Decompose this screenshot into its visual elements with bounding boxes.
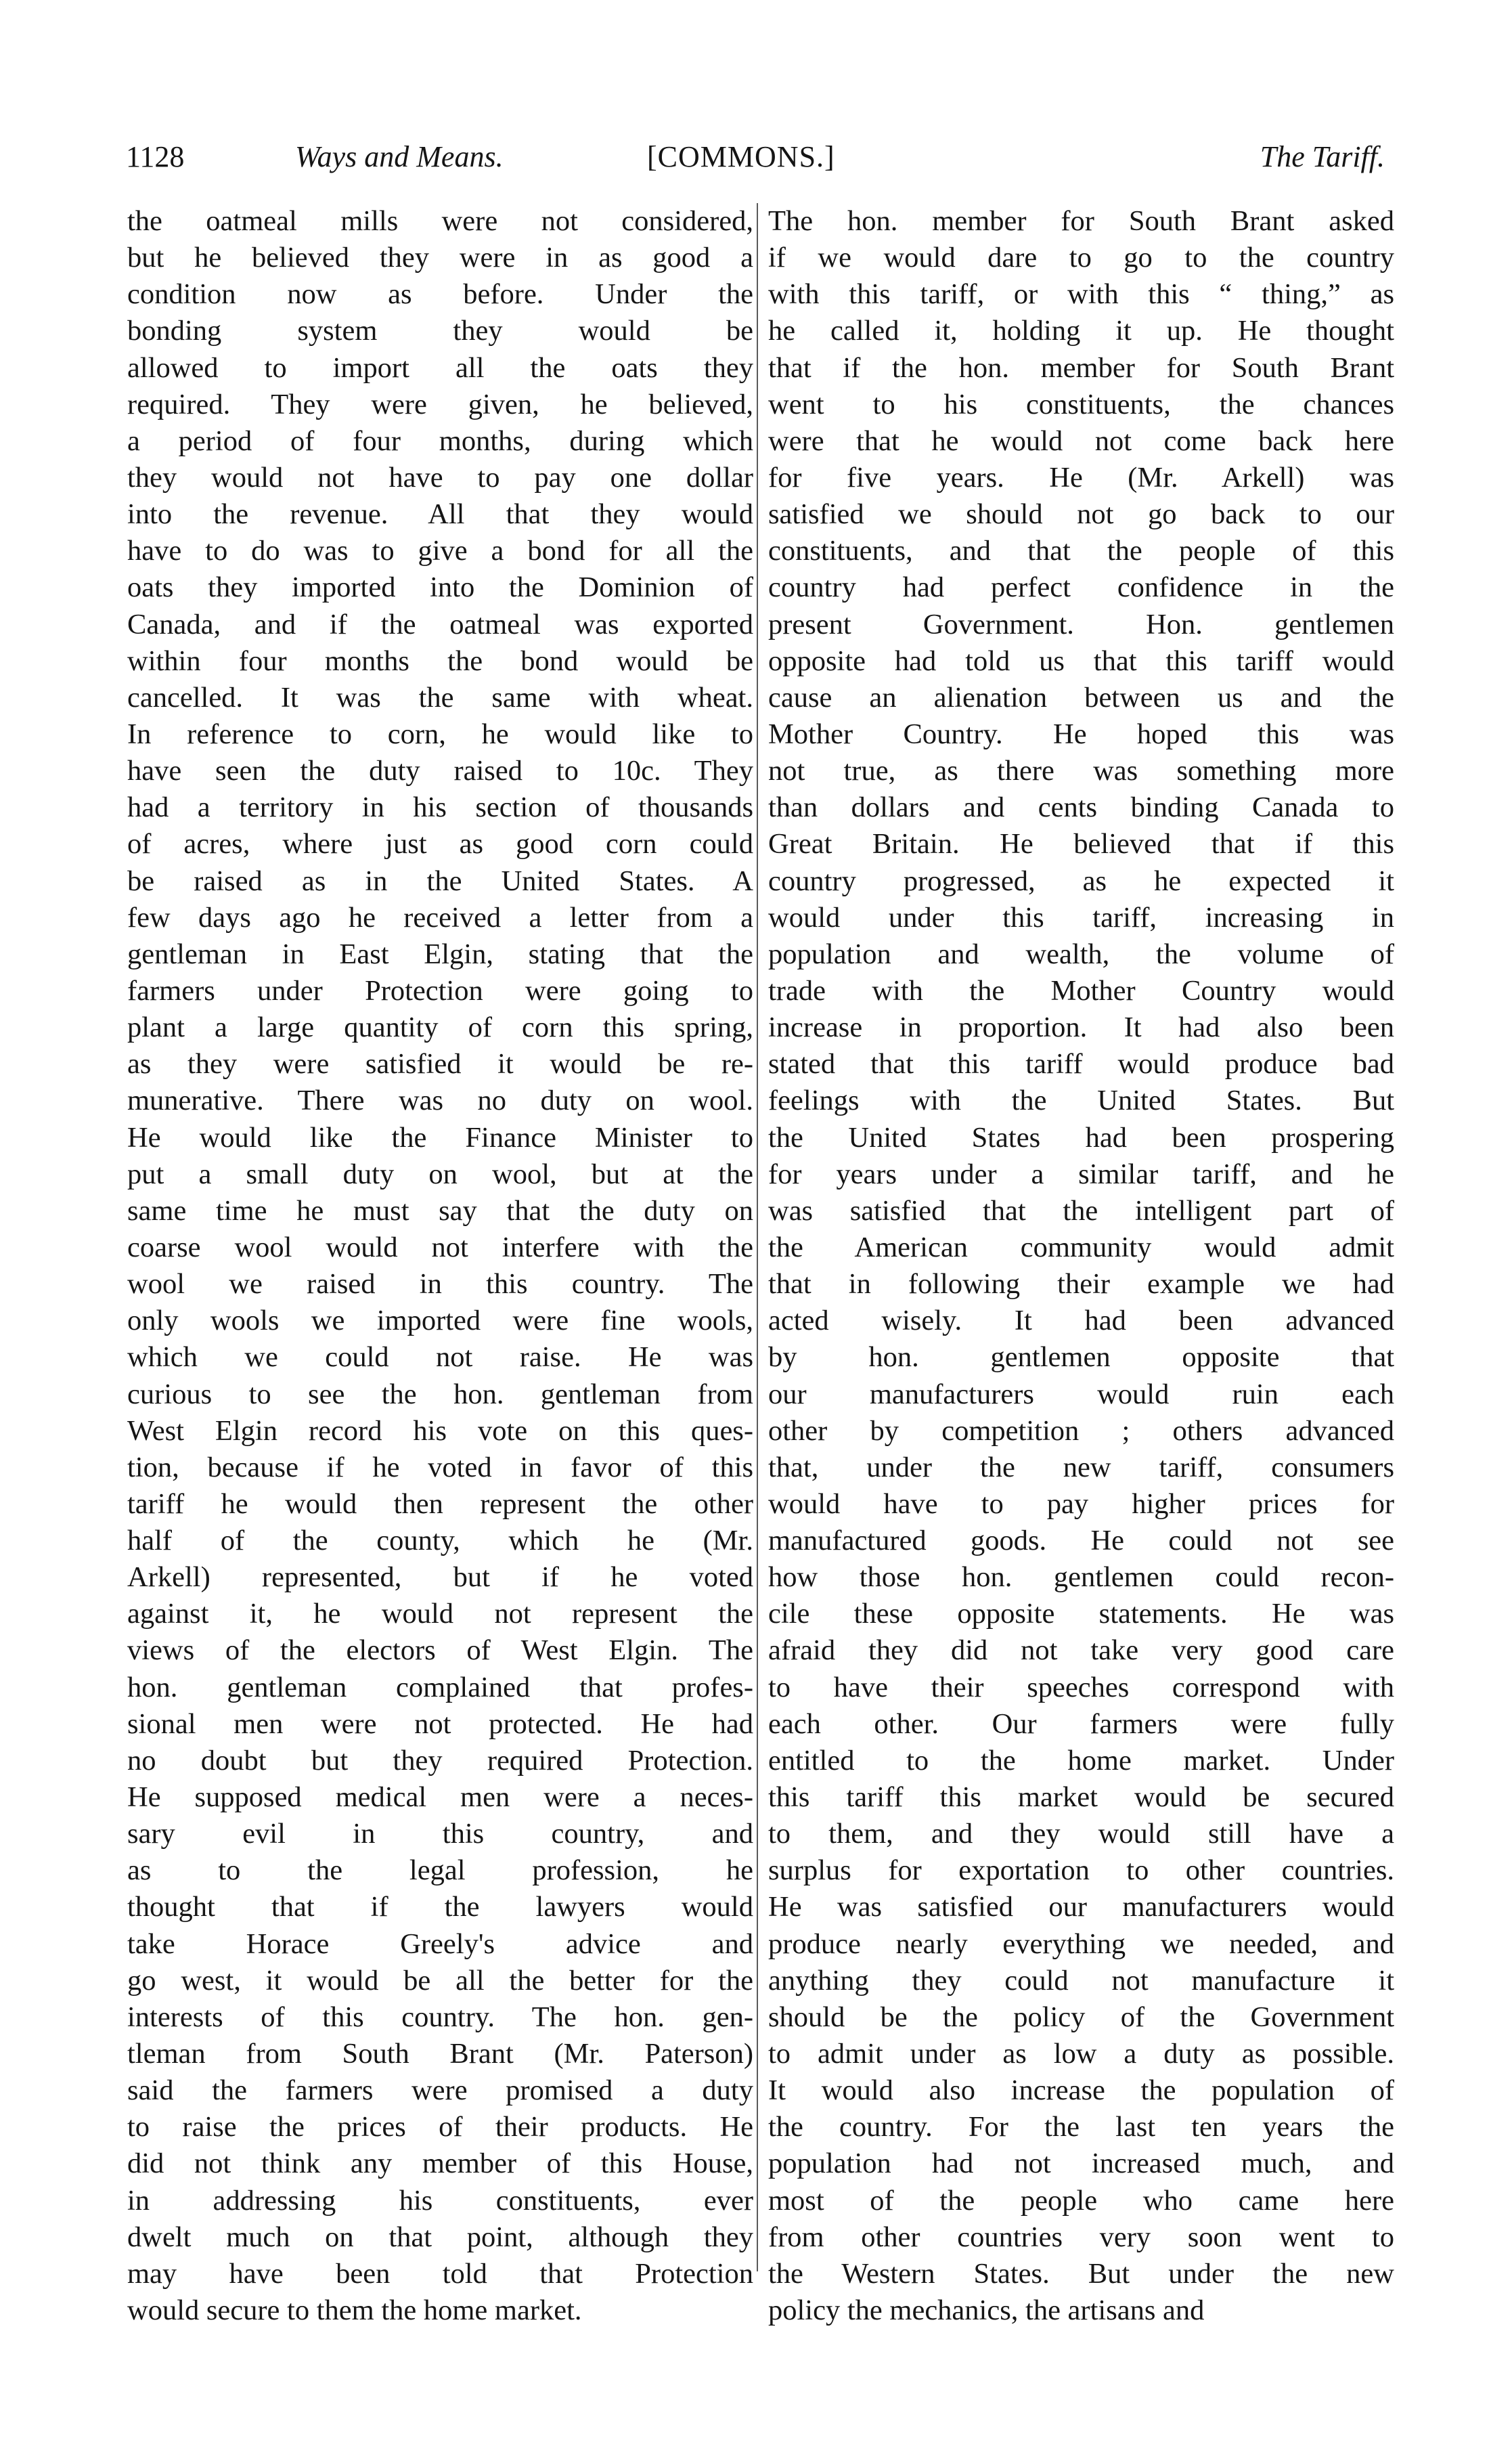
text-line: have to do was to give a bond for all the: [127, 535, 753, 567]
text-line: In reference to corn, he would like to: [127, 718, 753, 750]
topic-title: The Tariff.: [1260, 140, 1385, 173]
text-line: than dollars and cents binding Canada to: [768, 791, 1394, 824]
text-line: said the farmers were promised a duty: [127, 2074, 753, 2107]
text-line: manufactured goods. He could not see: [768, 1525, 1394, 1557]
text-line: plant a large quantity of corn this spring,: [127, 1011, 753, 1044]
section-title: Ways and Means.: [295, 140, 504, 173]
text-line: bonding system they would be: [127, 315, 753, 347]
text-line: as to the legal profession, he: [127, 1854, 753, 1887]
text-line: It would also increase the population of: [768, 2074, 1394, 2107]
right-column: [768, 203, 1394, 2329]
text-line: feelings with the United States. But: [768, 1085, 1394, 1117]
left-column: [127, 203, 753, 2329]
text-line: would have to pay higher prices for: [768, 1487, 1394, 1520]
text-line: most of the people who came here: [768, 2184, 1394, 2217]
text-line: present Government. Hon. gentlemen: [768, 608, 1394, 640]
text-line: go west, it would be all the better for the: [127, 1964, 753, 1997]
text-line: not true, as there was something more: [768, 755, 1394, 787]
text-line: tion, because if he voted in favor of this: [127, 1451, 753, 1483]
text-line: Arkell) represented, but if he voted: [127, 1561, 753, 1594]
text-line: population had not increased much, and: [768, 2148, 1394, 2180]
text-line: went to his constituents, the chances: [768, 388, 1394, 420]
text-line: acted wisely. It had been advanced: [768, 1305, 1394, 1337]
text-line: cancelled. It was the same with wheat.: [127, 681, 753, 714]
text-line: to them, and they would still have a: [768, 1818, 1394, 1850]
text-line: condition now as before. Under the: [127, 278, 753, 311]
text-line: Mother Country. He hoped this was: [768, 718, 1394, 750]
text-line: sary evil in this country, and: [127, 1818, 753, 1850]
text-line: that if the hon. member for South Brant: [768, 351, 1394, 384]
text-line: the Western States. But under the new: [768, 2257, 1394, 2290]
text-line: have seen the duty raised to 10c. They: [127, 755, 753, 787]
text-line: curious to see the hon. gentleman from: [127, 1378, 753, 1410]
text-line: constituents, and that the people of this: [768, 535, 1394, 567]
text-line: sional men were not protected. He had: [127, 1707, 753, 1740]
text-line: a period of four months, during which: [127, 424, 753, 457]
text-line: population and wealth, the volume of: [768, 938, 1394, 970]
text-line: few days ago he received a letter from a: [127, 901, 753, 934]
text-line: oats they imported into the Dominion of: [127, 571, 753, 604]
text-line: Great Britain. He believed that if this: [768, 828, 1394, 860]
text-line: our manufacturers would ruin each: [768, 1378, 1394, 1410]
text-line: the country. For the last ten years the: [768, 2111, 1394, 2143]
text-line: produce nearly everything we needed, and: [768, 1927, 1394, 1960]
text-line: The hon. member for South Brant asked: [768, 205, 1394, 237]
text-line: cile these opposite statements. He was: [768, 1598, 1394, 1630]
text-line: cause an alienation between us and the: [768, 681, 1394, 714]
text-line: but he believed they were in as good a: [127, 242, 753, 274]
text-line: would secure to them the home market.: [127, 2294, 582, 2327]
text-line: only wools we imported were fine wools,: [127, 1305, 753, 1337]
text-line: of acres, where just as good corn could: [127, 828, 753, 860]
text-line: half of the county, which he (Mr.: [127, 1525, 753, 1557]
text-line: surplus for exportation to other countries.: [768, 1854, 1394, 1887]
text-line: wool we raised in this country. The: [127, 1268, 753, 1301]
text-line: had a territory in his section of thousands: [127, 791, 753, 824]
text-line: into the revenue. All that they would: [127, 498, 753, 531]
page-number: 1128: [126, 140, 185, 173]
text-line: with this tariff, or with this “ thing,” as: [768, 278, 1394, 311]
text-line: tariff he would then represent the other: [127, 1487, 753, 1520]
text-line: if we would dare to go to the country: [768, 242, 1394, 274]
column-divider: [757, 203, 758, 2271]
text-line: this tariff this market would be secured: [768, 1781, 1394, 1814]
text-line: allowed to import all the oats they: [127, 351, 753, 384]
text-line: were that he would not come back here: [768, 424, 1394, 457]
text-line: He would like the Finance Minister to: [127, 1121, 753, 1154]
text-line: would under this tariff, increasing in: [768, 901, 1394, 934]
text-line: from other countries very soon went to: [768, 2221, 1394, 2253]
text-line: interests of this country. The hon. gen-: [127, 2001, 753, 2033]
text-line: tleman from South Brant (Mr. Paterson): [127, 2038, 753, 2070]
text-line: in addressing his constituents, ever: [127, 2184, 753, 2217]
text-line: other by competition ; others advanced: [768, 1414, 1394, 1447]
text-line: required. They were given, he believed,: [127, 388, 753, 420]
text-line: to admit under as low a duty as possible.: [768, 2038, 1394, 2070]
text-line: take Horace Greely's advice and: [127, 1927, 753, 1960]
text-line: stated that this tariff would produce bad: [768, 1048, 1394, 1081]
text-line: should be the policy of the Government: [768, 2001, 1394, 2033]
text-line: to raise the prices of their products. He: [127, 2111, 753, 2143]
text-line: for five years. He (Mr. Arkell) was: [768, 461, 1394, 494]
text-line: opposite had told us that this tariff would: [768, 645, 1394, 677]
text-line: increase in proportion. It had also been: [768, 1011, 1394, 1044]
text-line: to have their speeches correspond with: [768, 1671, 1394, 1703]
text-line: coarse wool would not interfere with the: [127, 1231, 753, 1263]
text-line: may have been told that Protection: [127, 2257, 753, 2290]
text-line: views of the electors of West Elgin. The: [127, 1634, 753, 1667]
text-line: West Elgin record his vote on this ques-: [127, 1414, 753, 1447]
text-line: afraid they did not take very good care: [768, 1634, 1394, 1667]
text-line: within four months the bond would be: [127, 645, 753, 677]
text-line: was satisfied that the intelligent part of: [768, 1194, 1394, 1227]
text-line: he called it, holding it up. He thought: [768, 315, 1394, 347]
text-line: for years under a similar tariff, and he: [768, 1158, 1394, 1190]
chamber-title: [COMMONS.]: [647, 140, 835, 173]
text-line: satisfied we should not go back to our: [768, 498, 1394, 531]
text-line: trade with the Mother Country would: [768, 974, 1394, 1007]
text-line: He was satisfied our manufacturers would: [768, 1891, 1394, 1923]
text-line: did not think any member of this House,: [127, 2148, 753, 2180]
text-line: Canada, and if the oatmeal was exported: [127, 608, 753, 640]
text-line: they would not have to pay one dollar: [127, 461, 753, 494]
text-line: each other. Our farmers were fully: [768, 1707, 1394, 1740]
text-line: no doubt but they required Protection.: [127, 1744, 753, 1777]
text-line: the oatmeal mills were not considered,: [127, 205, 753, 237]
text-line: dwelt much on that point, although they: [127, 2221, 753, 2253]
text-line: by hon. gentlemen opposite that: [768, 1341, 1394, 1374]
text-line: anything they could not manufacture it: [768, 1964, 1394, 1997]
text-line: that, under the new tariff, consumers: [768, 1451, 1394, 1483]
text-line: policy the mechanics, the artisans and: [768, 2294, 1205, 2327]
text-line: put a small duty on wool, but at the: [127, 1158, 753, 1190]
text-line: the American community would admit: [768, 1231, 1394, 1263]
text-line: same time he must say that the duty on: [127, 1194, 753, 1227]
text-line: entitled to the home market. Under: [768, 1744, 1394, 1777]
running-header: [126, 133, 1385, 181]
text-line: munerative. There was no duty on wool.: [127, 1085, 753, 1117]
text-line: country progressed, as he expected it: [768, 865, 1394, 897]
text-line: country had perfect confidence in the: [768, 571, 1394, 604]
text-line: as they were satisfied it would be re-: [127, 1048, 753, 1081]
text-line: farmers under Protection were going to: [127, 974, 753, 1007]
text-line: how those hon. gentlemen could recon-: [768, 1561, 1394, 1594]
text-line: which we could not raise. He was: [127, 1341, 753, 1374]
text-line: be raised as in the United States. A: [127, 865, 753, 897]
text-line: against it, he would not represent the: [127, 1598, 753, 1630]
text-line: the United States had been prospering: [768, 1121, 1394, 1154]
text-line: that in following their example we had: [768, 1268, 1394, 1301]
text-line: gentleman in East Elgin, stating that the: [127, 938, 753, 970]
text-line: hon. gentleman complained that profes-: [127, 1671, 753, 1703]
text-line: thought that if the lawyers would: [127, 1891, 753, 1923]
text-line: He supposed medical men were a neces-: [127, 1781, 753, 1814]
